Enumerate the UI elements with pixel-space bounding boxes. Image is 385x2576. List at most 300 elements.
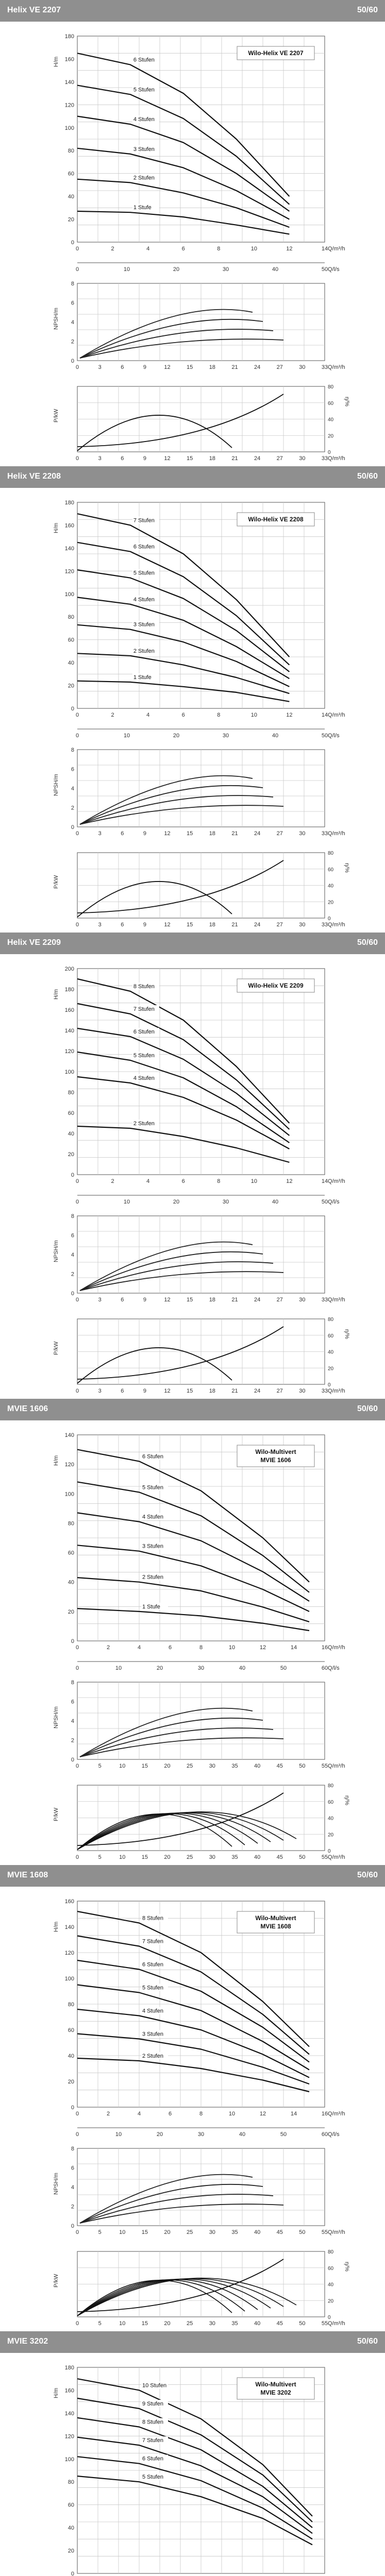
- power-flow-tick-label: 15: [187, 922, 193, 928]
- npsh-tick-label: 0: [71, 2223, 74, 2229]
- npsh-tick-label: 8: [71, 1213, 74, 1219]
- head-tick-label: 80: [68, 1520, 74, 1527]
- flow-tick-label: 2: [111, 1178, 114, 1184]
- head-tick-label: 20: [68, 216, 74, 223]
- flow-ls-tick-label: 50: [321, 733, 328, 739]
- flow-tick-label: 16: [321, 2111, 328, 2117]
- power-flow-tick-label: 18: [209, 922, 215, 928]
- head-tick-label: 40: [68, 1579, 74, 1586]
- power-flow-tick-label: 21: [231, 922, 238, 928]
- head-axis-label: H/m: [53, 2387, 59, 2398]
- section-title-bar: [0, 466, 385, 488]
- flow-tick-label: 10: [250, 246, 257, 252]
- npsh-axis-label: NPSH/m: [53, 2173, 59, 2195]
- eta-tick-label: 40: [328, 1816, 334, 1822]
- head-tick-label: 60: [68, 2027, 74, 2033]
- npsh-flow-tick-label: 0: [75, 364, 79, 370]
- npsh-tick-label: 8: [71, 2146, 74, 2152]
- power-axis-label: P/kW: [53, 2274, 59, 2287]
- eta-tick-label: 20: [328, 433, 334, 439]
- npsh-flow-tick-label: 21: [231, 1297, 238, 1303]
- section-title: MVIE 1606: [7, 1404, 48, 1413]
- head-tick-label: 100: [64, 591, 74, 598]
- power-flow-tick-label: 18: [209, 455, 215, 462]
- frequency-label: 50/60: [357, 472, 378, 481]
- curve-label: 4 Stufen: [142, 2008, 163, 2014]
- npsh-flow-tick-label: 15: [141, 2229, 148, 2235]
- power-flow-tick-label: 24: [254, 455, 261, 462]
- flow-tick-label: 4: [137, 1645, 141, 1651]
- flow-tick-label: 2: [111, 712, 114, 718]
- eta-tick-label: 20: [328, 900, 334, 906]
- curve-label: 8 Stufen: [142, 2419, 163, 2426]
- curve-label: 2 Stufen: [133, 648, 155, 654]
- pump-section: [0, 2331, 385, 2576]
- power-flow-tick-label: 50: [299, 1854, 306, 1860]
- npsh-flow-tick-label: 15: [187, 364, 193, 370]
- eta-tick-label: 80: [328, 2249, 334, 2255]
- power-flow-axis-label: Q/m³/h: [328, 455, 345, 462]
- npsh-flow-tick-label: 12: [164, 831, 171, 837]
- curve-label: 5 Stufen: [133, 87, 155, 93]
- flow-ls-axis-label: Q/l/s: [328, 1665, 340, 1671]
- curve-label: 8 Stufen: [142, 1915, 163, 1922]
- head-tick-label: 0: [71, 240, 74, 246]
- eta-axis-label: η/%: [344, 2262, 350, 2272]
- npsh-flow-axis-label: Q/m³/h: [328, 364, 345, 370]
- flow-ls-tick-label: 0: [75, 2131, 79, 2138]
- flow-ls-tick-label: 40: [272, 266, 279, 273]
- flow-ls-tick-label: 20: [173, 266, 180, 273]
- pump-section: [0, 1865, 385, 2331]
- power-flow-tick-label: 5: [98, 2320, 102, 2327]
- flow-ls-axis-label: Q/l/s: [328, 1199, 340, 1205]
- eta-tick-label: 80: [328, 851, 334, 856]
- power-flow-tick-label: 18: [209, 1388, 215, 1394]
- flow-ls-tick-label: 10: [115, 1665, 122, 1671]
- curve-label: 2 Stufen: [133, 1121, 155, 1127]
- flow-tick-label: 6: [181, 246, 185, 252]
- flow-tick-label: 8: [217, 246, 221, 252]
- pump-section: [0, 933, 385, 1399]
- npsh-flow-tick-label: 5: [98, 2229, 102, 2235]
- pump-section: [0, 466, 385, 933]
- head-axis-label: H/m: [53, 56, 59, 67]
- npsh-flow-tick-label: 35: [231, 1763, 238, 1769]
- npsh-tick-label: 4: [71, 2184, 74, 2191]
- curve-label: 3 Stufen: [142, 1543, 163, 1550]
- npsh-flow-tick-label: 33: [321, 831, 328, 837]
- power-flow-tick-label: 0: [75, 922, 79, 928]
- head-axis-label: H/m: [53, 1455, 59, 1466]
- flow-tick-label: 0: [75, 1645, 79, 1651]
- npsh-flow-tick-label: 20: [164, 1763, 171, 1769]
- npsh-tick-label: 8: [71, 281, 74, 287]
- flow-tick-label: 2: [111, 246, 114, 252]
- power-flow-tick-label: 40: [254, 2320, 261, 2327]
- power-flow-axis-label: Q/m³/h: [328, 1388, 345, 1394]
- head-tick-label: 60: [68, 1550, 74, 1556]
- npsh-flow-tick-label: 18: [209, 364, 215, 370]
- flow-tick-label: 12: [286, 246, 293, 252]
- npsh-tick-label: 2: [71, 338, 74, 345]
- flow-ls-tick-label: 0: [75, 1199, 79, 1205]
- head-tick-label: 80: [68, 148, 74, 155]
- npsh-flow-tick-label: 40: [254, 1763, 261, 1769]
- eta-axis-label: η/%: [344, 863, 350, 873]
- npsh-tick-label: 8: [71, 747, 74, 753]
- power-flow-tick-label: 55: [321, 2320, 328, 2327]
- section-title-bar: [0, 1399, 385, 1420]
- frequency-label: 50/60: [357, 1404, 378, 1413]
- npsh-flow-tick-label: 50: [299, 2229, 306, 2235]
- power-flow-tick-label: 0: [75, 455, 79, 462]
- chart-label: MVIE 1608: [260, 1923, 291, 1930]
- npsh-flow-tick-label: 30: [209, 1763, 215, 1769]
- curve-label: 6 Stufen: [142, 2455, 163, 2462]
- curve-label: 2 Stufen: [142, 1574, 163, 1581]
- flow-ls-axis-label: Q/l/s: [328, 266, 340, 273]
- head-tick-label: 20: [68, 683, 74, 689]
- npsh-flow-tick-label: 55: [321, 2229, 328, 2235]
- pump-curve-figure: [0, 1891, 385, 2331]
- pump-curve-figure: [0, 958, 385, 1399]
- npsh-tick-label: 4: [71, 1252, 74, 1258]
- power-flow-tick-label: 0: [75, 1854, 79, 1860]
- npsh-flow-tick-label: 30: [299, 364, 306, 370]
- flow-ls-tick-label: 0: [75, 1665, 79, 1671]
- npsh-flow-tick-label: 45: [276, 2229, 283, 2235]
- power-axis-label: P/kW: [53, 409, 59, 422]
- npsh-flow-tick-label: 15: [187, 831, 193, 837]
- power-flow-tick-label: 25: [187, 2320, 193, 2327]
- npsh-tick-label: 4: [71, 1718, 74, 1724]
- npsh-tick-label: 6: [71, 300, 74, 307]
- curve-label: 9 Stufen: [142, 2401, 163, 2407]
- curve-label: 3 Stufen: [133, 146, 155, 152]
- flow-ls-tick-label: 50: [321, 1199, 328, 1205]
- eta-tick-label: 0: [328, 450, 331, 455]
- flow-tick-label: 12: [286, 712, 293, 718]
- npsh-flow-tick-label: 18: [209, 831, 215, 837]
- head-tick-label: 0: [71, 1172, 74, 1178]
- flow-axis-label: Q/m³/h: [328, 2111, 345, 2117]
- head-tick-label: 120: [64, 2433, 74, 2440]
- power-flow-tick-label: 24: [254, 922, 261, 928]
- flow-ls-tick-label: 50: [321, 266, 328, 273]
- curve-label: 7 Stufen: [133, 517, 155, 524]
- power-flow-tick-label: 12: [164, 1388, 171, 1394]
- npsh-flow-axis-label: Q/m³/h: [328, 1297, 345, 1303]
- power-flow-tick-label: 20: [164, 2320, 171, 2327]
- npsh-flow-tick-label: 33: [321, 364, 328, 370]
- npsh-axis-label: NPSH/m: [53, 774, 59, 796]
- npsh-tick-label: 4: [71, 319, 74, 326]
- section-title-bar: [0, 933, 385, 954]
- head-tick-label: 20: [68, 1151, 74, 1158]
- frequency-label: 50/60: [357, 938, 378, 947]
- eta-axis-label: η/%: [344, 1795, 350, 1805]
- power-axis-label: P/kW: [53, 875, 59, 889]
- npsh-flow-tick-label: 6: [121, 831, 124, 837]
- npsh-tick-label: 6: [71, 2165, 74, 2172]
- power-flow-tick-label: 9: [143, 455, 146, 462]
- head-tick-label: 160: [64, 2387, 74, 2394]
- flow-tick-label: 6: [168, 1645, 172, 1651]
- eta-tick-label: 60: [328, 400, 334, 406]
- npsh-flow-tick-label: 55: [321, 1763, 328, 1769]
- head-tick-label: 0: [71, 2571, 74, 2576]
- npsh-flow-tick-label: 3: [98, 1297, 102, 1303]
- power-flow-tick-label: 24: [254, 1388, 261, 1394]
- flow-ls-tick-label: 40: [272, 1199, 279, 1205]
- section-title-bar: [0, 1865, 385, 1887]
- section-title: Helix VE 2207: [7, 6, 61, 14]
- flow-ls-tick-label: 40: [239, 2131, 246, 2138]
- curve-label: 4 Stufen: [133, 116, 155, 123]
- flow-ls-tick-label: 30: [197, 2131, 205, 2138]
- power-flow-axis-label: Q/m³/h: [328, 922, 345, 928]
- npsh-tick-label: 4: [71, 786, 74, 792]
- power-flow-tick-label: 30: [209, 1854, 215, 1860]
- npsh-flow-axis-label: Q/m³/h: [328, 2229, 345, 2235]
- curve-label: 1 Stufe: [142, 1603, 160, 1610]
- head-tick-label: 60: [68, 637, 74, 643]
- npsh-flow-tick-label: 30: [299, 831, 306, 837]
- npsh-flow-tick-label: 24: [254, 364, 261, 370]
- eta-tick-label: 40: [328, 1349, 334, 1355]
- flow-ls-tick-label: 0: [75, 733, 79, 739]
- curve-label: 1 Stufe: [133, 674, 152, 681]
- head-tick-label: 100: [64, 125, 74, 131]
- curve-label: 7 Stufen: [142, 2437, 163, 2444]
- npsh-axis-label: NPSH/m: [53, 1240, 59, 1262]
- flow-ls-tick-label: 30: [197, 1665, 205, 1671]
- power-flow-tick-label: 15: [141, 1854, 148, 1860]
- npsh-flow-tick-label: 30: [299, 1297, 306, 1303]
- npsh-flow-tick-label: 12: [164, 1297, 171, 1303]
- npsh-tick-label: 6: [71, 766, 74, 773]
- section-title: MVIE 3202: [7, 2337, 48, 2346]
- flow-tick-label: 6: [168, 2111, 172, 2117]
- chart-label: Wilo-Helix VE 2209: [248, 982, 304, 989]
- flow-ls-tick-label: 10: [123, 733, 130, 739]
- chart-label: Wilo-Helix VE 2208: [248, 516, 304, 523]
- npsh-flow-tick-label: 33: [321, 1297, 328, 1303]
- curve-label: 5 Stufen: [133, 570, 155, 577]
- eta-tick-label: 80: [328, 1317, 334, 1323]
- eta-tick-label: 60: [328, 1333, 334, 1339]
- npsh-flow-tick-label: 24: [254, 831, 261, 837]
- npsh-tick-label: 6: [71, 1699, 74, 1705]
- power-axis-label: P/kW: [53, 1341, 59, 1355]
- head-tick-label: 40: [68, 2525, 74, 2532]
- npsh-tick-label: 0: [71, 1757, 74, 1763]
- head-tick-label: 140: [64, 1028, 74, 1034]
- curve-label: 5 Stufen: [133, 1053, 155, 1059]
- power-flow-tick-label: 9: [143, 1388, 146, 1394]
- head-tick-label: 140: [64, 1432, 74, 1438]
- flow-tick-label: 0: [75, 246, 79, 252]
- npsh-flow-axis-label: Q/m³/h: [328, 831, 345, 837]
- pump-curve-figure: [0, 2357, 385, 2576]
- power-flow-tick-label: 35: [231, 1854, 238, 1860]
- head-tick-label: 200: [64, 966, 74, 972]
- head-tick-label: 80: [68, 614, 74, 621]
- npsh-axis-label: NPSH/m: [53, 308, 59, 330]
- flow-ls-tick-label: 60: [321, 1665, 328, 1671]
- curve-label: 2 Stufen: [133, 175, 155, 181]
- flow-tick-label: 12: [259, 2111, 266, 2117]
- eta-tick-label: 60: [328, 867, 334, 873]
- section-title: Helix VE 2208: [7, 472, 61, 481]
- power-flow-tick-label: 20: [164, 1854, 171, 1860]
- power-flow-tick-label: 40: [254, 1854, 261, 1860]
- head-tick-label: 40: [68, 660, 74, 667]
- head-tick-label: 40: [68, 1131, 74, 1137]
- eta-tick-label: 40: [328, 417, 334, 423]
- chart-label: Wilo-Helix VE 2207: [248, 49, 304, 57]
- flow-axis-label: Q/m³/h: [328, 712, 345, 718]
- flow-ls-axis-label: Q/l/s: [328, 2131, 340, 2138]
- head-axis-label: H/m: [53, 522, 59, 533]
- flow-tick-label: 14: [321, 246, 328, 252]
- head-tick-label: 160: [64, 1007, 74, 1013]
- npsh-flow-axis-label: Q/m³/h: [328, 1763, 345, 1769]
- power-flow-tick-label: 35: [231, 2320, 238, 2327]
- npsh-flow-tick-label: 24: [254, 1297, 261, 1303]
- npsh-flow-tick-label: 27: [276, 831, 283, 837]
- flow-tick-label: 4: [137, 2111, 141, 2117]
- power-flow-tick-label: 0: [75, 1388, 79, 1394]
- flow-tick-label: 14: [321, 1178, 328, 1184]
- flow-ls-tick-label: 30: [222, 1199, 229, 1205]
- head-tick-label: 120: [64, 102, 74, 109]
- head-tick-label: 140: [64, 545, 74, 552]
- flow-ls-axis-label: Q/l/s: [328, 733, 340, 739]
- npsh-flow-tick-label: 10: [119, 2229, 126, 2235]
- head-tick-label: 60: [68, 1110, 74, 1116]
- power-flow-tick-label: 45: [276, 2320, 283, 2327]
- power-flow-tick-label: 30: [299, 922, 306, 928]
- power-flow-tick-label: 12: [164, 922, 171, 928]
- eta-axis-label: η/%: [344, 397, 350, 406]
- head-tick-label: 100: [64, 1491, 74, 1498]
- chart-label: MVIE 1606: [260, 1456, 291, 1464]
- flow-tick-label: 14: [321, 712, 328, 718]
- head-tick-label: 160: [64, 1899, 74, 1905]
- pump-section: [0, 1399, 385, 1865]
- npsh-flow-tick-label: 3: [98, 364, 102, 370]
- npsh-flow-tick-label: 25: [187, 1763, 193, 1769]
- power-flow-tick-label: 12: [164, 455, 171, 462]
- head-tick-label: 120: [64, 1462, 74, 1468]
- npsh-tick-label: 8: [71, 1680, 74, 1686]
- flow-ls-tick-label: 20: [156, 1665, 163, 1671]
- power-flow-tick-label: 15: [141, 2320, 148, 2327]
- flow-tick-label: 8: [199, 2111, 203, 2117]
- head-tick-label: 100: [64, 2456, 74, 2463]
- power-flow-tick-label: 30: [299, 455, 306, 462]
- flow-tick-label: 6: [181, 712, 185, 718]
- head-tick-label: 120: [64, 1048, 74, 1055]
- power-flow-tick-label: 25: [187, 1854, 193, 1860]
- frequency-label: 50/60: [357, 2337, 378, 2346]
- head-tick-label: 140: [64, 2410, 74, 2417]
- eta-tick-label: 60: [328, 2265, 334, 2272]
- power-flow-tick-label: 0: [75, 2320, 79, 2327]
- flow-ls-tick-label: 20: [173, 733, 180, 739]
- npsh-axis-label: NPSH/m: [53, 1706, 59, 1728]
- flow-ls-tick-label: 50: [280, 1665, 287, 1671]
- flow-axis-label: Q/m³/h: [328, 1645, 345, 1651]
- curve-label: 2 Stufen: [142, 2053, 163, 2059]
- npsh-flow-tick-label: 40: [254, 2229, 261, 2235]
- head-tick-label: 40: [68, 194, 74, 200]
- curve-label: 5 Stufen: [142, 1985, 163, 1991]
- frequency-label: 50/60: [357, 6, 378, 14]
- pump-curve-figure: [0, 26, 385, 466]
- power-flow-tick-label: 30: [209, 2320, 215, 2327]
- head-tick-label: 180: [64, 987, 74, 993]
- power-flow-tick-label: 10: [119, 1854, 126, 1860]
- flow-ls-tick-label: 50: [280, 2131, 287, 2138]
- curve-label: 7 Stufen: [142, 1938, 163, 1945]
- power-flow-tick-label: 3: [98, 1388, 102, 1394]
- npsh-flow-tick-label: 50: [299, 1763, 306, 1769]
- npsh-tick-label: 0: [71, 824, 74, 831]
- npsh-flow-tick-label: 0: [75, 2229, 79, 2235]
- flow-tick-label: 0: [75, 1178, 79, 1184]
- pump-curve-figure: [0, 1425, 385, 1865]
- power-flow-tick-label: 33: [321, 922, 328, 928]
- flow-tick-label: 0: [75, 712, 79, 718]
- power-flow-tick-label: 21: [231, 455, 238, 462]
- curve-label: 5 Stufen: [142, 2474, 163, 2481]
- power-flow-tick-label: 33: [321, 455, 328, 462]
- flow-ls-tick-label: 40: [272, 733, 279, 739]
- power-flow-tick-label: 21: [231, 1388, 238, 1394]
- pump-curve-figure: [0, 492, 385, 933]
- eta-tick-label: 80: [328, 1783, 334, 1789]
- npsh-flow-tick-label: 25: [187, 2229, 193, 2235]
- curve-label: 8 Stufen: [133, 984, 155, 990]
- flow-ls-tick-label: 10: [115, 2131, 122, 2138]
- npsh-flow-tick-label: 21: [231, 831, 238, 837]
- head-tick-label: 120: [64, 1950, 74, 1956]
- flow-ls-tick-label: 30: [222, 733, 229, 739]
- pump-section: [0, 0, 385, 466]
- chart-label: Wilo-Multivert: [255, 1448, 296, 1455]
- npsh-flow-tick-label: 0: [75, 1763, 79, 1769]
- npsh-flow-tick-label: 27: [276, 364, 283, 370]
- flow-tick-label: 6: [181, 1178, 185, 1184]
- flow-tick-label: 16: [321, 1645, 328, 1651]
- power-flow-tick-label: 6: [121, 455, 124, 462]
- npsh-flow-tick-label: 9: [143, 364, 146, 370]
- section-title-bar: [0, 0, 385, 22]
- frequency-label: 50/60: [357, 1871, 378, 1879]
- curve-label: 6 Stufen: [142, 1961, 163, 1968]
- npsh-flow-tick-label: 21: [231, 364, 238, 370]
- npsh-tick-label: 0: [71, 358, 74, 364]
- flow-tick-label: 12: [259, 1645, 266, 1651]
- flow-ls-tick-label: 60: [321, 2131, 328, 2138]
- head-tick-label: 180: [64, 2365, 74, 2371]
- flow-ls-tick-label: 10: [123, 266, 130, 273]
- head-tick-label: 140: [64, 79, 74, 86]
- head-tick-label: 180: [64, 500, 74, 506]
